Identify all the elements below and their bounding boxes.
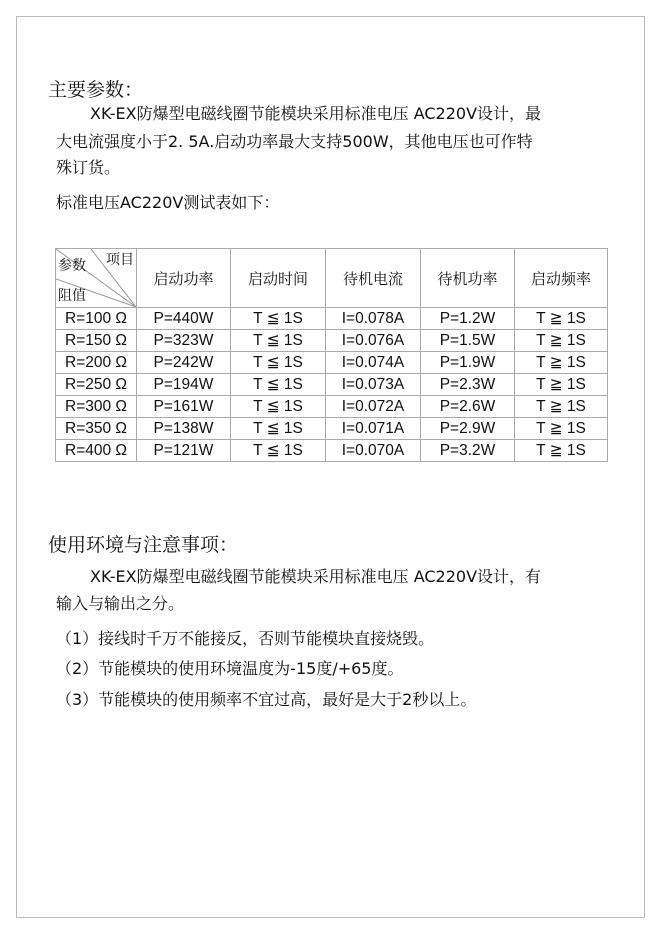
- value-cell: P=3.2W: [421, 440, 515, 462]
- column-header: 启动频率: [515, 249, 608, 308]
- value-cell: I=0.076A: [326, 330, 421, 352]
- value-cell: I=0.074A: [326, 352, 421, 374]
- value-cell: P=2.9W: [421, 418, 515, 440]
- value-cell: T ≧ 1S: [515, 352, 608, 374]
- value-cell: P=121W: [137, 440, 231, 462]
- value-cell: P=1.9W: [421, 352, 515, 374]
- corner-label-items: 项目: [106, 252, 134, 268]
- section-title-usage: 使用环境与注意事项：: [48, 534, 239, 556]
- column-header: 待机电流: [326, 249, 421, 308]
- resistance-cell: R=400 Ω: [56, 440, 137, 462]
- note-item: （1）接线时千万不能接反，否则节能模块直接烧毁。: [56, 629, 435, 648]
- value-cell: P=194W: [137, 374, 231, 396]
- table-row: [56, 418, 608, 440]
- table-header-row: [56, 249, 608, 308]
- value-cell: P=161W: [137, 396, 231, 418]
- corner-label-params: 参数: [58, 258, 86, 274]
- table-row: [56, 330, 608, 352]
- table-row: [56, 352, 608, 374]
- value-cell: T ≦ 1S: [231, 308, 326, 330]
- value-cell: T ≦ 1S: [231, 352, 326, 374]
- value-cell: T ≧ 1S: [515, 440, 608, 462]
- value-cell: I=0.078A: [326, 308, 421, 330]
- table-row: [56, 396, 608, 418]
- note-item: （3）节能模块的使用频率不宜过高，最好是大于2秒以上。: [56, 690, 477, 709]
- table-row: [56, 440, 608, 462]
- resistance-cell: R=300 Ω: [56, 396, 137, 418]
- column-header: 启动时间: [231, 249, 326, 308]
- value-cell: T ≧ 1S: [515, 308, 608, 330]
- value-cell: T ≧ 1S: [515, 396, 608, 418]
- value-cell: P=440W: [137, 308, 231, 330]
- resistance-cell: R=250 Ω: [56, 374, 137, 396]
- value-cell: T ≦ 1S: [231, 330, 326, 352]
- value-cell: T ≦ 1S: [231, 374, 326, 396]
- value-cell: P=138W: [137, 418, 231, 440]
- resistance-cell: R=350 Ω: [56, 418, 137, 440]
- table-caption: 标准电压AC220V测试表如下：: [56, 193, 280, 212]
- note-item: （2）节能模块的使用环境温度为-15度/+65度。: [56, 659, 404, 678]
- column-header: 启动功率: [137, 249, 231, 308]
- usage-paragraph-line: 输入与输出之分。: [56, 594, 185, 613]
- section-title-main-params: 主要参数：: [48, 79, 144, 101]
- value-cell: T ≦ 1S: [231, 440, 326, 462]
- intro-paragraph-line: 殊订货。: [56, 158, 121, 177]
- value-cell: T ≧ 1S: [515, 374, 608, 396]
- value-cell: I=0.073A: [326, 374, 421, 396]
- resistance-cell: R=150 Ω: [56, 330, 137, 352]
- table-row: [56, 308, 608, 330]
- usage-paragraph-line: XK-EX防爆型电磁线圈节能模块采用标准电压 AC220V设计，有: [90, 567, 542, 586]
- value-cell: P=242W: [137, 352, 231, 374]
- value-cell: I=0.070A: [326, 440, 421, 462]
- value-cell: T ≧ 1S: [515, 330, 608, 352]
- intro-paragraph-line: 大电流强度小于2. 5A.启动功率最大支持500W，其他电压也可作特: [56, 132, 533, 151]
- value-cell: I=0.072A: [326, 396, 421, 418]
- table-row: [56, 374, 608, 396]
- value-cell: P=323W: [137, 330, 231, 352]
- corner-header-cell: [56, 249, 137, 308]
- resistance-cell: R=200 Ω: [56, 352, 137, 374]
- value-cell: P=2.3W: [421, 374, 515, 396]
- value-cell: I=0.071A: [326, 418, 421, 440]
- column-header: 待机功率: [421, 249, 515, 308]
- value-cell: P=2.6W: [421, 396, 515, 418]
- value-cell: T ≦ 1S: [231, 418, 326, 440]
- value-cell: T ≦ 1S: [231, 396, 326, 418]
- resistance-cell: R=100 Ω: [56, 308, 137, 330]
- test-table: [55, 248, 608, 462]
- value-cell: P=1.5W: [421, 330, 515, 352]
- value-cell: P=1.2W: [421, 308, 515, 330]
- intro-paragraph-line: XK-EX防爆型电磁线圈节能模块采用标准电压 AC220V设计，最: [90, 104, 542, 123]
- corner-label-resistance: 阻值: [58, 288, 86, 304]
- value-cell: T ≧ 1S: [515, 418, 608, 440]
